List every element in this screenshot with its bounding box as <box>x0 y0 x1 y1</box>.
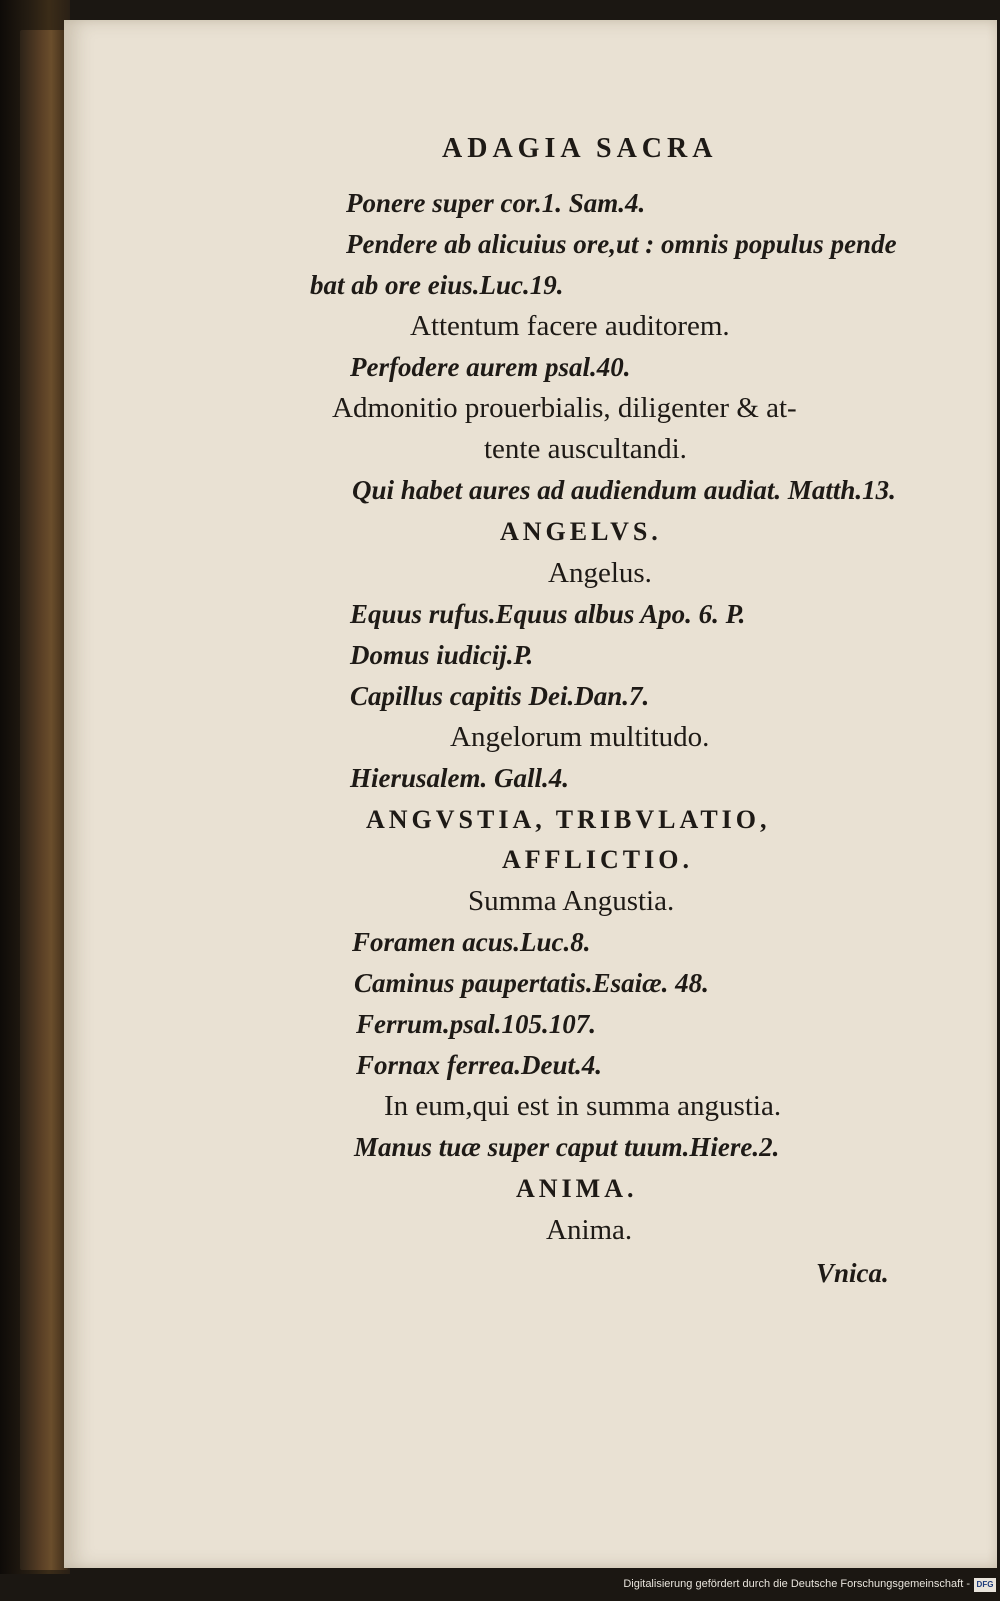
subheading-angelorum: Angelorum multitudo. <box>450 721 710 753</box>
text-line-10: Capillus capitis Dei.Dan.7. <box>350 681 650 711</box>
dfg-logo: DFG <box>974 1578 996 1592</box>
book-spine-inner <box>20 30 68 1570</box>
section-title-anima: ANIMA. <box>516 1174 638 1203</box>
text-line-15: Fornax ferrea.Deut.4. <box>356 1050 603 1080</box>
section-title-afflictio: AFFLICTIO. <box>502 845 693 874</box>
text-line-4: Perfodere aurem psal.40. <box>350 352 631 382</box>
subheading-summa-angustia: Summa Angustia. <box>468 885 675 917</box>
text-line-8: Equus rufus.Equus albus Apo. 6. P. <box>350 599 746 629</box>
subheading-anima: Anima. <box>546 1214 633 1246</box>
text-line-2: Pendere ab alicuius ore,ut : omnis populus pende <box>346 229 897 259</box>
catchword: Vnica. <box>816 1258 889 1288</box>
subheading-angelus: Angelus. <box>548 557 652 589</box>
text-line-12: Foramen acus.Luc.8. <box>352 927 591 957</box>
section-heading-attentum: Attentum facere auditorem. <box>410 310 730 342</box>
text-line-3: bat ab ore eius.Luc.19. <box>310 270 564 300</box>
text-line-9: Domus iudicij.P. <box>350 640 534 670</box>
text-line-5: Admonitio prouerbialis, diligenter & at- <box>332 392 797 424</box>
text-line-1: Ponere super cor.1. Sam.4. <box>346 188 646 218</box>
subheading-in-eum: In eum,qui est in summa angustia. <box>384 1090 782 1122</box>
running-header: ADAGIA SACRA <box>442 133 718 164</box>
book-spine-edge <box>0 0 70 1601</box>
text-line-13: Caminus paupertatis.Esaiæ. 48. <box>354 968 709 998</box>
digitization-footer <box>0 1574 1000 1601</box>
text-line-11: Hierusalem. Gall.4. <box>350 763 570 793</box>
text-line-6: tente auscultandi. <box>484 433 687 465</box>
section-title-angustia: ANGVSTIA, TRIBVLATIO, <box>366 805 771 834</box>
book-page <box>64 20 997 1568</box>
footer-credit-text: Digitalisierung gefördert durch die Deutsche Forschungsgemeinschaft - <box>623 1578 970 1590</box>
text-line-16: Manus tuæ super caput tuum.Hiere.2. <box>354 1132 780 1162</box>
text-line-14: Ferrum.psal.105.107. <box>356 1009 597 1039</box>
section-title-angelus: ANGELVS. <box>500 517 662 546</box>
text-line-7: Qui habet aures ad audiendum audiat. Matth.13. <box>352 475 896 505</box>
